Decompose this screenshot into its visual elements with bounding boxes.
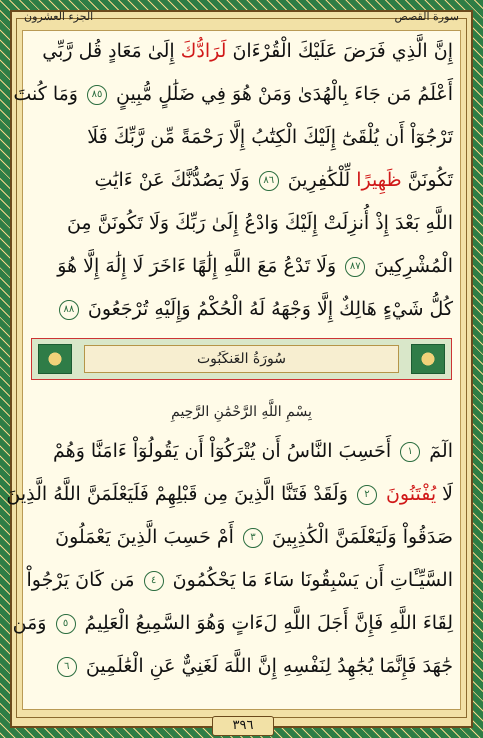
ayah-number-icon: ٨٦ (259, 171, 279, 191)
line-text: تَكُونَنَّ ظَهِيرًا لِّلْكَٰفِرِينَ ٨٦ وَلَا يَصُدُّنَّكَ عَنْ ءَايَٰتِ (94, 169, 453, 191)
surah-title: سُورَةُ العَنكَبُوت (84, 345, 399, 373)
verse-line-13 (29, 655, 453, 677)
line-text: كُلُّ شَيْءٍ هَالِكٌ إِلَّا وَجْهَهُ لَهُ الْحُكْمُ وَإِلَيْهِ تُرْجَعُونَ ٨٨ (56, 298, 453, 320)
line-text: أَعْلَمُ مَن جَاءَ بِالْهُدَىٰ وَمَنْ هُوَ فِي ضَلَٰلٍ مُّبِينٍ ٨٥ وَمَا كُنتَ (13, 83, 453, 105)
verse-line-7 (29, 298, 453, 320)
line-text: الٓمٓ ١ أَحَسِبَ النَّاسُ أَن يُتْرَكُوٓاْ أَن يَقُولُوٓاْ ءَامَنَّا وَهُمْ (53, 440, 453, 462)
line-text: إِنَّ الَّذِي فَرَضَ عَلَيْكَ الْقُرْءَانَ لَرَادُّكَ إِلَىٰ مَعَادٍ قُل رَّبِّي (42, 40, 453, 62)
verse-line-6 (29, 255, 453, 277)
ayah-number-icon: ٥ (56, 614, 76, 634)
line-text: صَدَقُواْ وَلَيَعْلَمَنَّ الْكَٰذِبِينَ ٣ أَمْ حَسِبَ الَّذِينَ يَعْمَلُونَ (55, 526, 453, 548)
ayah-number-icon: ٦ (57, 657, 77, 677)
line-text: جَٰهَدَ فَإِنَّمَا يُجَٰهِدُ لِنَفْسِهِ إِنَّ اللَّهَ لَغَنِيٌّ عَنِ الْعَٰلَمِينَ ٦ (54, 655, 453, 677)
ayah-number-icon: ٢ (357, 485, 377, 505)
ayah-number-icon: ٨٥ (87, 85, 107, 105)
ayah-number-icon: ٣ (243, 528, 263, 548)
highlighted-word: ظَهِيرًا (356, 169, 402, 191)
ayah-number-icon: ٤ (144, 571, 164, 591)
highlighted-word: يُفْتَنُونَ (385, 483, 437, 505)
highlighted-word: لَرَادُّكَ (180, 40, 227, 62)
ayah-number-icon: ٨٨ (59, 300, 79, 320)
line-text: تَرْجُوٓاْ أَن يُلْقَىٰٓ إِلَيْكَ الْكِتَٰبُ إِلَّا رَحْمَةً مِّن رَّبِّكَ فَلَا (87, 126, 453, 148)
verse-line-8 (29, 440, 453, 462)
surah-banner (31, 338, 452, 380)
page-number: ٣٩٦ (212, 716, 274, 736)
surah-header: سورة القصص (394, 10, 459, 23)
ayah-number-icon: ١ (400, 442, 420, 462)
line-text: لَا يُفْتَنُونَ ٢ وَلَقَدْ فَتَنَّا الَّذِينَ مِن قَبْلِهِمْ فَلَيَعْلَمَنَّ اللَّهُ الَّذِينَ (6, 483, 453, 505)
verse-line-9 (6, 483, 453, 505)
line-text: اللَّهِ بَعْدَ إِذْ أُنزِلَتْ إِلَيْكَ وَادْعُ إِلَىٰ رَبِّكَ وَلَا تَكُونَنَّ مِنَ (66, 212, 453, 234)
verse-line-10 (29, 526, 453, 548)
line-text: لِقَاءَ اللَّهِ فَإِنَّ أَجَلَ اللَّهِ لَءَاتٍ وَهُوَ السَّمِيعُ الْعَلِيمُ ٥ وَمَن (12, 612, 453, 634)
juz-header: الجزء العشرون (24, 10, 94, 23)
basmala: بِسْمِ اللَّهِ الرَّحْمَٰنِ الرَّحِيمِ (171, 404, 312, 420)
verse-line-4 (29, 169, 453, 191)
verse-line-11 (26, 569, 453, 591)
verse-line-5 (29, 212, 453, 234)
ornament-icon (411, 344, 445, 374)
line-text: السَّيِّـَٔاتِ أَن يَسْبِقُونَا سَاءَ مَا يَحْكُمُونَ ٤ مَن كَانَ يَرْجُواْ (26, 569, 453, 591)
line-text: الْمُشْرِكِينَ ٨٧ وَلَا تَدْعُ مَعَ اللَّهِ إِلَٰهًا ءَاخَرَ لَا إِلَٰهَ إِلَّا هُوَ (57, 255, 453, 277)
verse-line-12 (12, 612, 453, 634)
verse-line-3 (29, 126, 453, 148)
verse-line-1 (29, 40, 453, 62)
ornament-icon (38, 344, 72, 374)
verse-line-2 (13, 83, 453, 105)
ayah-number-icon: ٨٧ (345, 257, 365, 277)
